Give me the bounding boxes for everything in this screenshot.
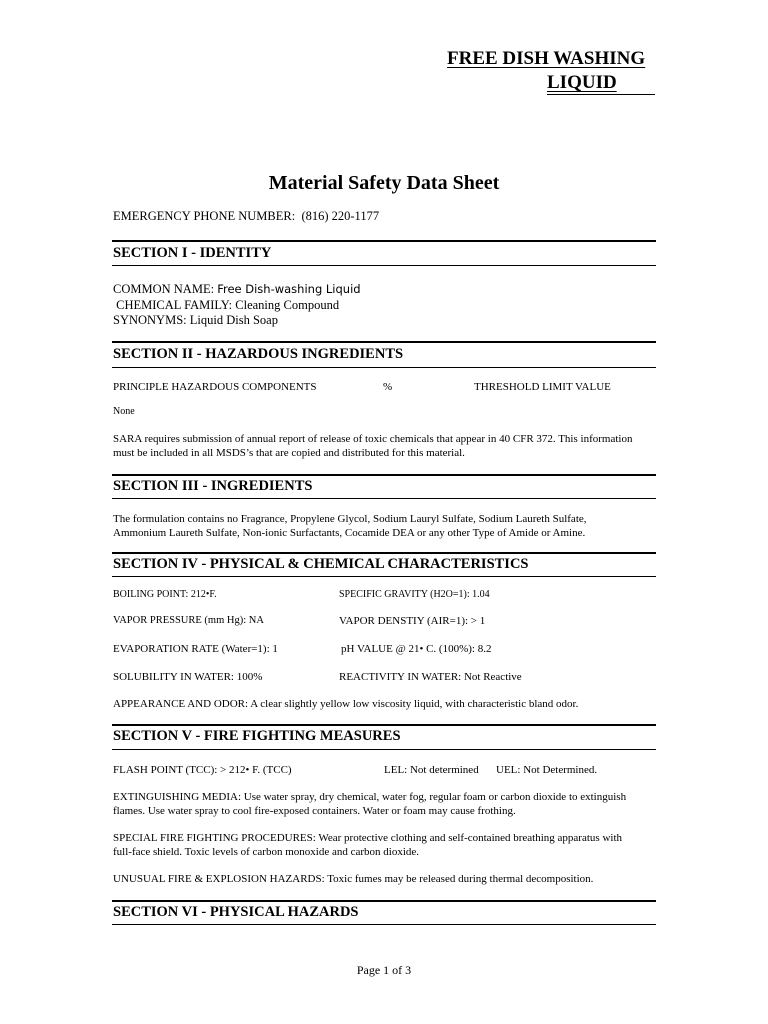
special-procedures <box>113 831 658 859</box>
section-divider-bottom <box>112 576 656 577</box>
common-name <box>113 282 361 297</box>
extinguishing-line-2: flames. Use water spray to cool fire-exposed containers. Water or foam may cause frothing. <box>113 805 516 817</box>
page-title: Material Safety Data Sheet <box>268 172 500 194</box>
section-heading-physical-chemical: SECTION IV - PHYSICAL & CHEMICAL CHARACTERISTICS <box>113 556 529 572</box>
vapor-density: VAPOR DENSTIY (AIR=1): > 1 <box>339 615 486 627</box>
extinguishing-line-1: EXTINGUISHING MEDIA: Use water spray, dry chemical, water fog, regular foam or carbon dioxide to extinguish <box>113 791 627 803</box>
ph-value: pH VALUE @ 21• C. (100%): 8.2 <box>341 643 492 655</box>
sara-notice <box>113 432 658 460</box>
solubility: SOLUBILITY IN WATER: 100% <box>113 671 263 683</box>
special-line-1: SPECIAL FIRE FIGHTING PROCEDURES: Wear protective clothing and self-contained breathing apparatus with <box>113 832 622 844</box>
reactivity: REACTIVITY IN WATER: Not Reactive <box>339 671 522 683</box>
product-title-line1: FREE DISH WASHING <box>447 48 646 69</box>
section-heading-fire-fighting: SECTION V - FIRE FIGHTING MEASURES <box>113 728 401 744</box>
special-line-2: full-face shield. Toxic levels of carbon monoxide and carbon dioxide. <box>113 846 420 858</box>
vapor-pressure: VAPOR PRESSURE (mm Hg): NA <box>113 615 264 626</box>
title-underline <box>547 94 655 95</box>
section-heading-ingredients: SECTION III - INGREDIENTS <box>113 478 313 494</box>
section-heading-hazardous-ingredients: SECTION II - HAZARDOUS INGREDIENTS <box>113 346 404 362</box>
emergency-phone-label: EMERGENCY PHONE NUMBER: <box>113 209 296 223</box>
hazardous-components-none: None <box>113 406 135 417</box>
synonyms: SYNONYMS: Liquid Dish Soap <box>113 313 278 327</box>
product-title-line2: LIQUID <box>547 72 617 93</box>
sara-line-1: SARA requires submission of annual report of release of toxic chemicals that appear in 40 CFR 372. This information <box>113 433 633 445</box>
chemical-family-text: CHEMICAL FAMILY: Cleaning Compound <box>116 298 340 312</box>
chemical-family <box>113 298 339 313</box>
section-divider-top <box>112 900 656 902</box>
section-divider-bottom <box>112 498 656 499</box>
col-header-components: PRINCIPLE HAZARDOUS COMPONENTS <box>113 381 317 393</box>
uel: UEL: Not Determined. <box>496 764 598 776</box>
evaporation-rate: EVAPORATION RATE (Water=1): 1 <box>113 643 278 655</box>
section-divider-bottom <box>112 749 656 750</box>
section-divider-bottom <box>112 265 656 266</box>
section-heading-identity: SECTION I - IDENTITY <box>113 245 272 261</box>
emergency-phone-value: (816) 220-1177 <box>301 209 380 223</box>
col-header-tlv: THRESHOLD LIMIT VALUE <box>474 381 611 393</box>
section-divider-bottom <box>112 367 656 368</box>
specific-gravity: SPECIFIC GRAVITY (H2O=1): 1.04 <box>339 589 490 600</box>
section-divider-top <box>112 724 656 726</box>
col-header-percent: % <box>383 381 393 393</box>
emergency-phone <box>113 209 379 224</box>
sara-line-2: must be included in all MSDS’s that are copied and distributed for this material. <box>113 447 465 459</box>
section-divider-bottom <box>112 924 656 925</box>
common-name-value: Free Dish-washing Liquid <box>217 282 361 296</box>
extinguishing-media <box>113 790 658 818</box>
section-divider-top <box>112 341 656 343</box>
ingredients-paragraph <box>113 512 658 540</box>
section-heading-physical-hazards: SECTION VI - PHYSICAL HAZARDS <box>113 904 359 920</box>
appearance-odor: APPEARANCE AND ODOR: A clear slightly yellow low viscosity liquid, with characteristic bland odor. <box>113 698 579 710</box>
page-number: Page 1 of 3 <box>356 963 412 977</box>
boiling-point: BOILING POINT: 212•F. <box>113 589 217 600</box>
common-name-label: COMMON NAME: <box>113 282 215 296</box>
unusual-hazards: UNUSUAL FIRE & EXPLOSION HAZARDS: Toxic fumes may be released during thermal decomposition. <box>113 873 594 885</box>
lel: LEL: Not determined <box>384 764 479 776</box>
ingredients-line-2: Ammonium Laureth Sulfate, Non-ionic Surfactants, Cocamide DEA or any other Type of Amide or Amine. <box>113 527 586 539</box>
section-divider-top <box>112 240 656 242</box>
section-divider-top <box>112 552 656 554</box>
ingredients-line-1: The formulation contains no Fragrance, Propylene Glycol, Sodium Lauryl Sulfate, Sodium Laureth Sulfate, <box>113 513 587 525</box>
section-divider-top <box>112 474 656 476</box>
flash-point: FLASH POINT (TCC): > 212• F. (TCC) <box>113 764 292 776</box>
